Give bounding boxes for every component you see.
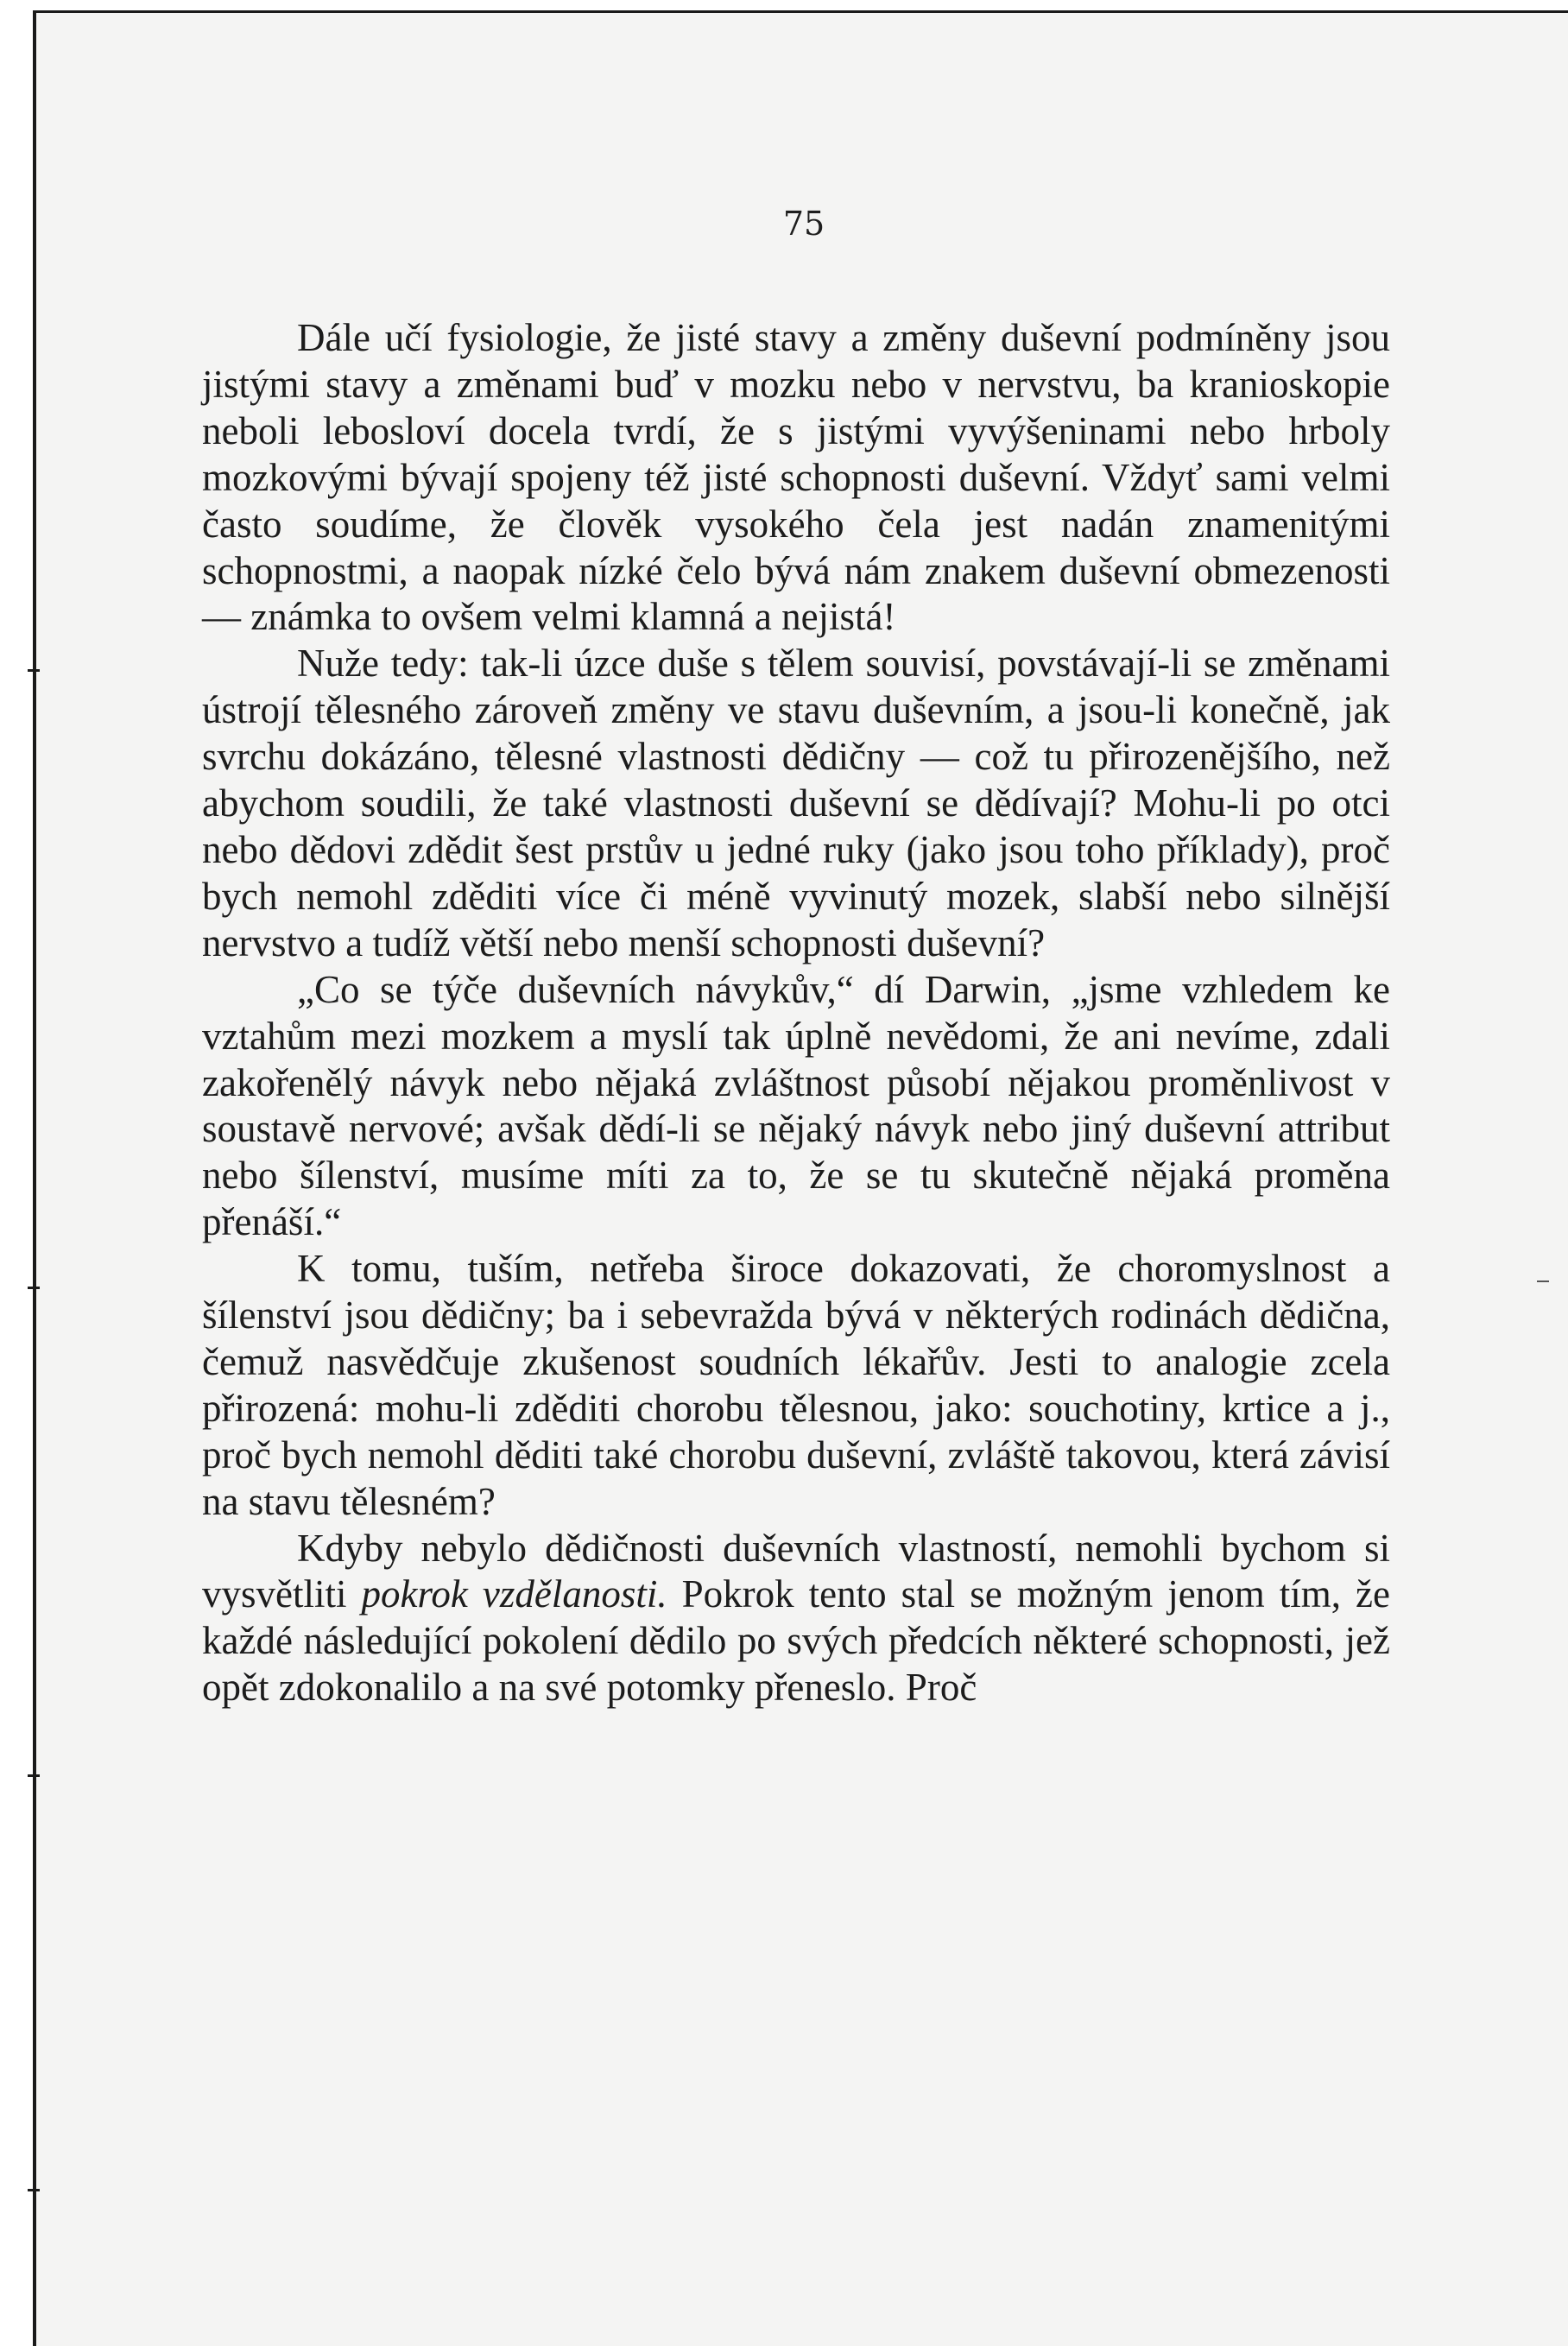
book-page [33,10,1568,2346]
paragraph: „Co se týče duševních návykův,“ dí Darwin, „jsme vzhledem ke vztahům mezi mozkem a myslí tak úplně nevědomi, že ani nevíme, zdali zakořenělý návyk nebo nějaká zvláštnost působí nějakou proměnlivost v soustavě nervové; avšak dědí-li se nějaký návyk nebo jiný duševní attribut nebo šílenství, musíme míti za to, že se tu skutečně nějaká proměna přenáší.“ [202,967,1390,1244]
emphasized-text: pokrok vzdělanosti. [361,1572,667,1616]
paragraph: Nuže tedy: tak-li úzce duše s tělem souvisí, povstávají-li se změnami ústrojí tělesného zároveň změny ve stavu duševním, a jsou-li konečně, jak svrchu dokázáno, tělesné vlastnosti dědičny — což tu přirozenějšího, než abychom soudili, že také vlastnosti duševní se dědívají? Mohu-li po otci nebo dědovi zdědit šest prstův u jedné ruky (jako jsou toho příklady), proč bych nemohl zděditi více či méně vyvinutý mozek, slabší nebo silnější nervstvo a tudíž větší nebo menší schopnosti duševní? [202,642,1390,964]
paragraph: Dále učí fysiologie, že jisté stavy a změny duševní podmíněny jsou jistými stavy a změnami buď v mozku nebo v nervstvu, ba kranioskopie neboli lebosloví docela tvrdí, že s jistými vyvýšeninami nebo hrboly mozkovými bývají spojeny též jisté schopnosti duševní. Vždyť sami velmi často soudíme, že člověk vysokého čela jest nadán znamenitými schopnostmi, a naopak nízké čelo bývá nám znakem duševní obmezenosti — známka to ovšem velmi klamná a nejistá! [202,316,1390,639]
paragraph [202,1526,1390,1712]
body-text [202,315,1390,1711]
paragraph-text: Pokrok tento stal se možným jenom tím, že každé následující pokolení dědilo po svých předcích některé schopnosti, jež opět zdokonalilo a na své potomky přeneslo. Proč [202,1572,1390,1710]
binding-mark [28,1774,40,1777]
binding-mark [28,1287,40,1289]
paragraph-text: Kdyby nebylo dědičnosti duševních vlastností, nemohli bychom si vysvětliti [202,1526,1390,1616]
binding-mark [28,2189,40,2191]
binding-mark [28,669,40,672]
margin-mark [1537,1280,1549,1282]
page-number: 75 [782,205,825,243]
paragraph: K tomu, tuším, netřeba široce dokazovati, že choromyslnost a šílenství jsou dědičny; ba i sebevražda bývá v některých rodinách dědična, čemuž nasvědčuje zkušenost soudních lékařův. Jesti to analogie zcela přirozená: mohu-li zděditi chorobu tělesnou, jako: souchotiny, krtice a j., proč bych nemohl děditi také chorobu duševní, zvláště takovou, která závisí na stavu tělesném? [202,1247,1390,1523]
